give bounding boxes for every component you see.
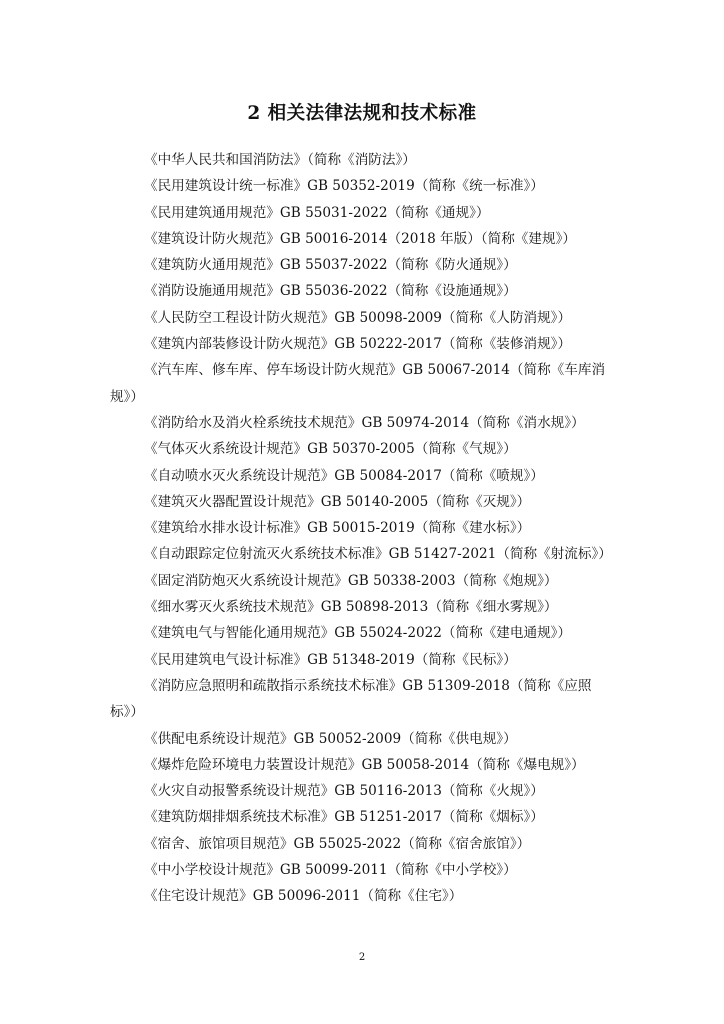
section-title: 2 相关法律法规和技术标准 xyxy=(247,103,477,124)
list-item: 《自动跟踪定位射流灭火系统技术标准》GB 51427-2021（简称《射流标》） xyxy=(144,546,612,563)
page-number: 2 xyxy=(358,952,366,963)
list-item: 《建筑防火通用规范》GB 55037-2022（简称《防火通规》） xyxy=(144,257,517,274)
list-item: 《细水雾灭火系统技术规范》GB 50898-2013（简称《细水雾规》） xyxy=(144,599,558,616)
list-item: 《建筑电气与智能化通用规范》GB 55024-2022（简称《建电通规》） xyxy=(144,625,572,642)
list-item: 《消防给水及消火栓系统技术规范》GB 50974-2014（简称《消水规》） xyxy=(144,414,585,431)
list-item: 《消防设施通用规范》GB 55036-2022（简称《设施通规》） xyxy=(144,283,517,300)
list-item: 《建筑内部装修设计防火规范》GB 50222-2017（简称《装修消规》） xyxy=(144,336,572,353)
list-item: 《民用建筑电气设计标准》GB 51348-2019（简称《民标》） xyxy=(144,651,517,668)
list-item: 《气体灭火系统设计规范》GB 50370-2005（简称《气规》） xyxy=(144,441,517,458)
list-item: 《建筑防烟排烟系统技术标准》GB 51251-2017（简称《烟标》） xyxy=(144,809,544,826)
list-item: 《中华人民共和国消防法》（简称《消防法》） xyxy=(144,152,416,168)
list-item: 《建筑给水排水设计标准》GB 50015-2019（简称《建水标》） xyxy=(144,520,531,537)
list-item: 《建筑灭火器配置设计规范》GB 50140-2005（简称《灭规》） xyxy=(144,493,531,510)
list-item: 《民用建筑通用规范》GB 55031-2022（简称《通规》） xyxy=(144,204,490,221)
list-item: 《汽车库、修车库、停车场设计防火规范》GB 50067-2014（简称《车库消规》） xyxy=(110,362,606,405)
list-item: 《固定消防炮灭火系统设计规范》GB 50338-2003（简称《炮规》） xyxy=(144,572,558,589)
list-item: 《中小学校设计规范》GB 50099-2011（简称《中小学校》） xyxy=(144,862,517,879)
list-item: 《爆炸危险环境电力装置设计规范》GB 50058-2014（简称《爆电规》） xyxy=(144,756,585,773)
list-item: 《人民防空工程设计防火规范》GB 50098-2009（简称《人防消规》） xyxy=(144,309,572,326)
standards-list xyxy=(110,147,616,910)
list-item: 《自动喷水灭火系统设计规范》GB 50084-2017（简称《喷规》） xyxy=(144,467,544,484)
list-item: 《住宅设计规范》GB 50096-2011（简称《住宅》） xyxy=(144,888,463,905)
list-item: 《宿舍、旅馆项目规范》GB 55025-2022（简称《宿舍旅馆》） xyxy=(144,835,531,852)
list-item: 《消防应急照明和疏散指示系统技术标准》GB 51309-2018（简称《应照标》） xyxy=(110,677,592,721)
list-item: 《民用建筑设计统一标准》GB 50352-2019（简称《统一标准》） xyxy=(144,178,544,195)
list-item: 《供配电系统设计规范》GB 50052-2009（简称《供电规》） xyxy=(144,730,517,747)
list-item: 《建筑设计防火规范》GB 50016-2014（2018 年版）（简称《建规》） xyxy=(144,230,576,247)
list-item: 《火灾自动报警系统设计规范》GB 50116-2013（简称《火规》） xyxy=(144,783,544,800)
